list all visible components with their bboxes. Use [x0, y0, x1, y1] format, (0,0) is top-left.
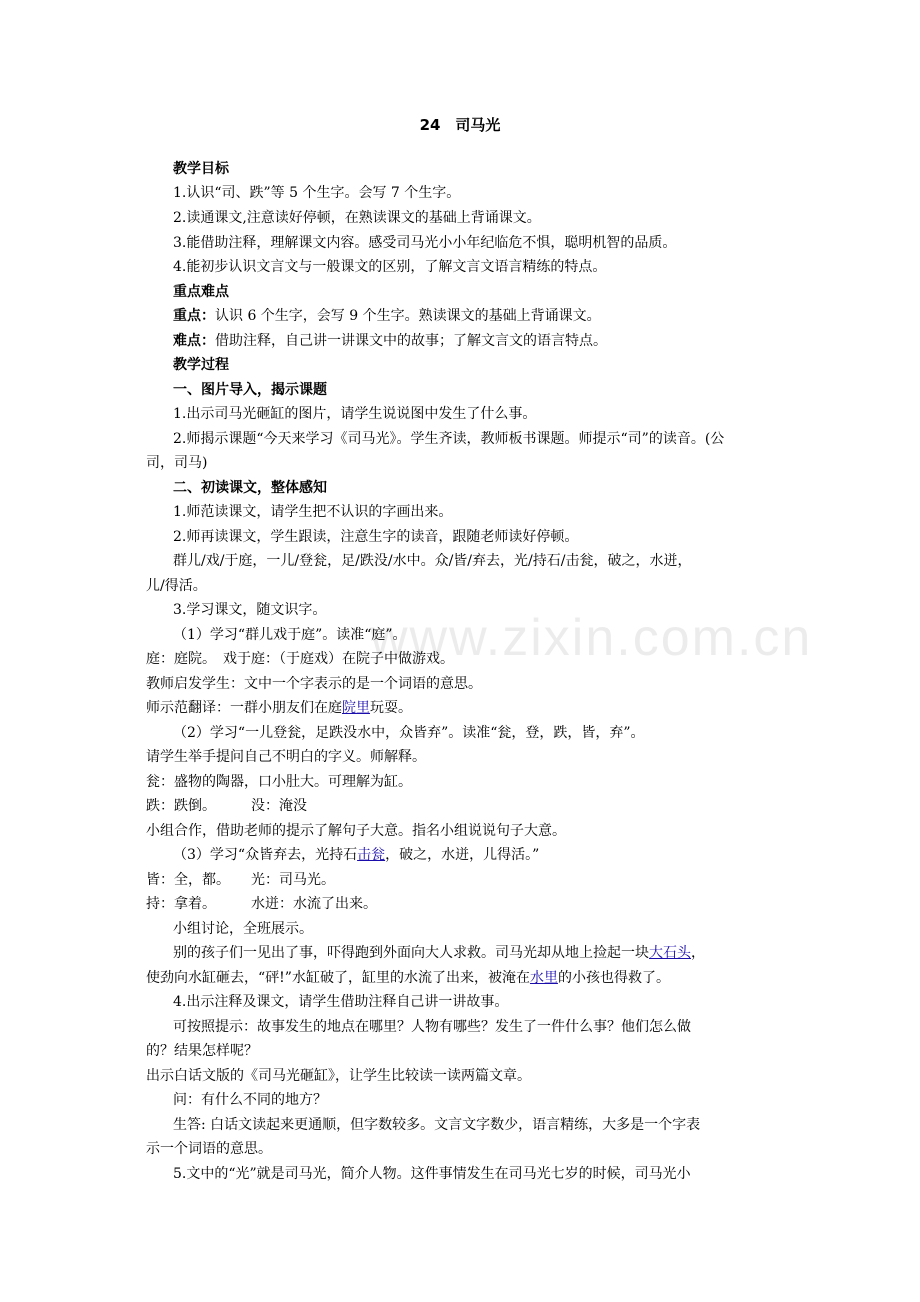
- paragraph: 小组讨论，全班展示。: [173, 921, 313, 937]
- watermark: www.zixin.com.cn: [370, 609, 813, 667]
- paragraph: 1.认识“司、跌”等 5 个生字。会写 7 个生字。: [173, 185, 461, 201]
- paragraph: 持：拿着。 水迸：水流了出来。: [146, 896, 377, 912]
- paragraph: 群儿/戏/于庭，一儿/登瓮，足/跌没/水中。众/皆/弃去，光/持石/击瓮，破之，水迸，: [173, 553, 692, 569]
- link-dashitou[interactable]: 大石头: [649, 945, 691, 961]
- paragraph: 2.读通课文,注意读好停顿，在熟读课文的基础上背诵课文。: [173, 210, 541, 226]
- paragraph: 1.师范读课文，请学生把不认识的字画出来。: [173, 504, 453, 520]
- paragraph: （1）学习“群儿戏于庭”。读准“庭”。: [173, 627, 407, 643]
- paragraph: 3.学习课文，随文识字。: [173, 602, 327, 618]
- paragraph: 2.师再读课文，学生跟读，注意生字的读音，跟随老师读好停顿。: [173, 529, 579, 545]
- section-heading: 二、初读课文，整体感知: [173, 480, 327, 496]
- paragraph: 出示白话文版的《司马光砸缸》，让学生比较读一读两篇文章。: [146, 1068, 531, 1084]
- paragraph: 问：有什么不同的地方？: [173, 1092, 327, 1108]
- paragraph: 皆：全，都。 光：司马光。: [146, 872, 335, 888]
- section-heading: 一、图片导入，揭示课题: [173, 382, 327, 398]
- paragraph: 儿/得活。: [146, 578, 207, 594]
- paragraph: 司，司马): [146, 455, 208, 471]
- paragraph: 4.出示注释及课文，请学生借助注释自己讲一讲故事。: [173, 994, 509, 1010]
- doc-title: 24 司马光: [419, 116, 501, 134]
- paragraph: 2.师揭示课题“今天来学习《司马光》。学生齐读，教师板书课题。师提示“司”的读音。(公: [173, 431, 725, 447]
- paragraph: 的？结果怎样呢？: [146, 1043, 258, 1059]
- paragraph: 跌：跌倒。 没：淹没: [146, 798, 307, 814]
- paragraph: 示一个词语的意思。: [146, 1141, 272, 1157]
- section-heading: 重点难点: [173, 284, 229, 300]
- paragraph: 别的孩子们一见出了事，吓得跑到外面向大人求救。司马光却从地上捡起一块大石头，: [173, 945, 705, 961]
- section-heading: 教学目标: [173, 161, 229, 177]
- paragraph: 瓮：盛物的陶器，口小肚大。可理解为缸。: [146, 774, 412, 790]
- paragraph: 4.能初步认识文言文与一般课文的区别，了解文言文语言精练的特点。: [173, 259, 607, 275]
- paragraph: （3）学习“众皆弃去，光持石击瓮，破之，水迸，儿得活。”: [173, 847, 540, 863]
- paragraph: 重点：认识 6 个生字，会写 9 个生字。熟读课文的基础上背诵课文。: [173, 308, 601, 324]
- paragraph: 3.能借助注释，理解课文内容。感受司马光小小年纪临危不惧，聪明机智的品质。: [173, 235, 677, 251]
- paragraph: 可按照提示：故事发生的地点在哪里？人物有哪些？发生了一件什么事？他们怎么做: [173, 1019, 691, 1035]
- paragraph: 使劲向水缸砸去，“砰!”水缸破了，缸里的水流了出来，被淹在水里的小孩也得救了。: [146, 970, 670, 986]
- link-yuanli[interactable]: 院里: [342, 700, 370, 716]
- paragraph: 教师启发学生：文中一个字表示的是一个词语的意思。: [146, 676, 482, 692]
- paragraph: 请学生举手提问自己不明白的字义。师解释。: [146, 749, 426, 765]
- paragraph: （2）学习“一儿登瓮，足跌没水中，众皆弃”。读准“瓮，登，跌，皆，弃”。: [173, 725, 645, 741]
- paragraph: 1.出示司马光砸缸的图片，请学生说说图中发生了什么事。: [173, 406, 537, 422]
- paragraph: 难点：借助注释，自己讲一讲课文中的故事；了解文言文的语言特点。: [173, 333, 607, 349]
- paragraph: 小组合作，借助老师的提示了解句子大意。指名小组说说句子大意。: [146, 823, 566, 839]
- paragraph: 庭：庭院。 戏于庭：（于庭戏）在院子中做游戏。: [146, 651, 454, 667]
- section-heading: 教学过程: [173, 357, 229, 373]
- link-jiweng[interactable]: 击瓮: [357, 847, 386, 863]
- paragraph: 生答: 白话文读起来更通顺，但字数较多。文言文字数少，语言精练，大多是一个字表: [173, 1117, 701, 1133]
- paragraph: 5.文中的“光”就是司马光，简介人物。这件事情发生在司马光七岁的时候，司马光小: [173, 1166, 691, 1182]
- paragraph: 师示范翻译：一群小朋友们在庭院里玩耍。: [146, 700, 412, 716]
- link-shuili[interactable]: 水里: [529, 970, 558, 986]
